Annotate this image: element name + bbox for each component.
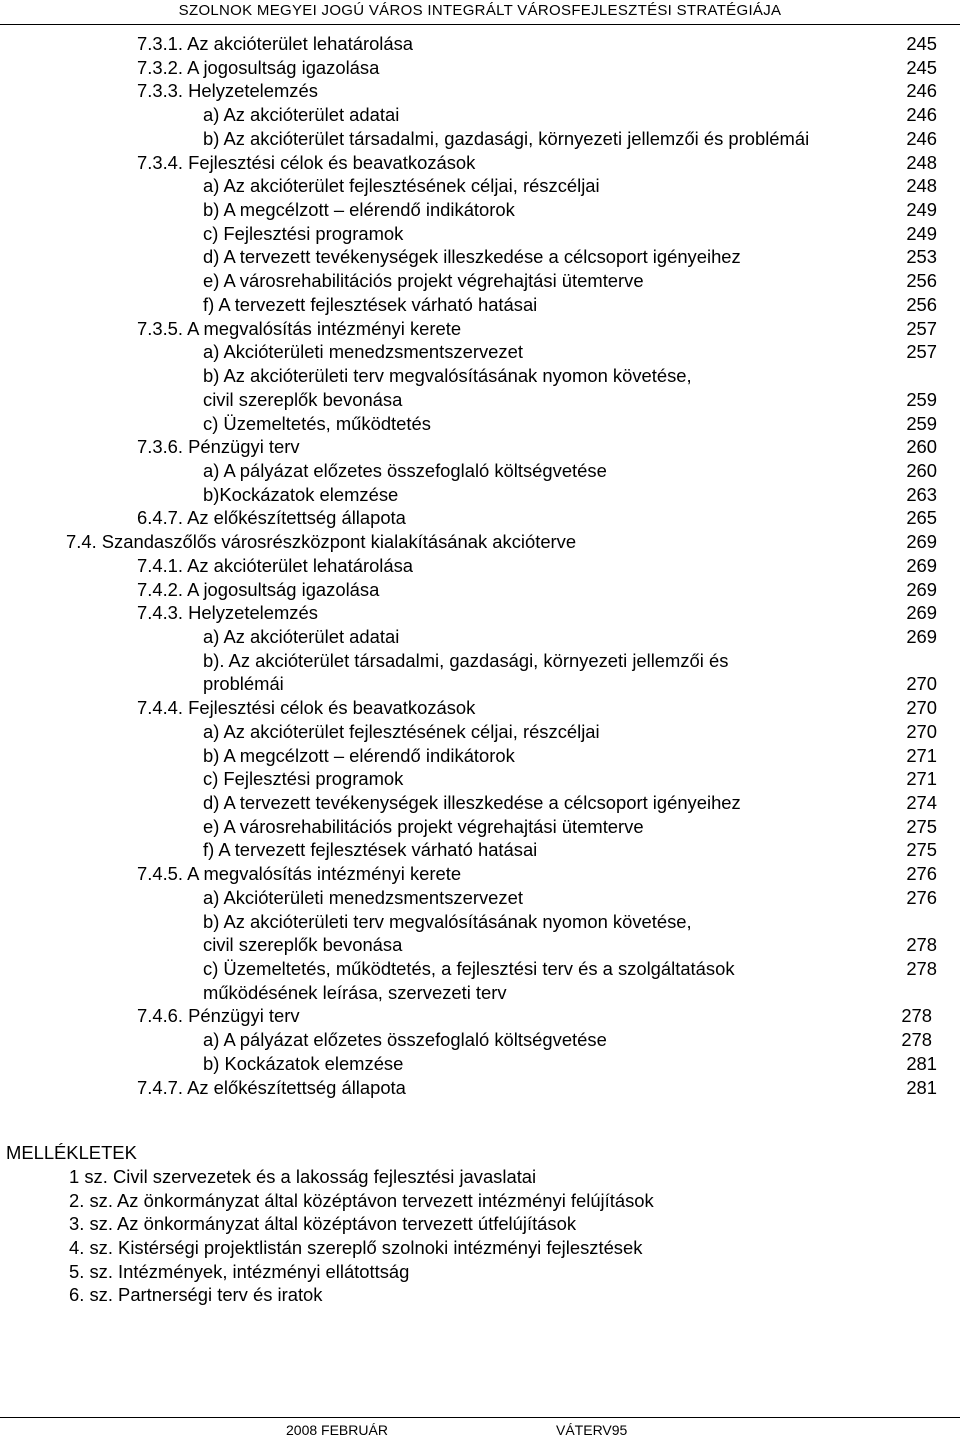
toc-entry-page: 248	[906, 175, 937, 197]
toc-entry	[0, 886, 960, 910]
toc-entry-title: b). Az akcióterület társadalmi, gazdasági, környezeti jellemzői és	[203, 649, 729, 671]
toc-entry-title: d) A tervezett tevékenységek illeszkedése a célcsoport igényeihez	[203, 792, 741, 813]
toc-entry-title: f) A tervezett fejlesztések várható hatásai	[203, 293, 538, 315]
running-header: SZOLNOK MEGYEI JOGÚ VÁROS INTEGRÁLT VÁROSFEJLESZTÉSI STRATÉGIÁJA	[178, 2, 782, 19]
toc-entry-page: 270	[906, 720, 937, 742]
toc-entry-title: civil szereplők bevonása	[203, 388, 403, 410]
toc-entry-title: a) Az akcióterület adatai	[203, 104, 400, 126]
annex-item	[0, 1283, 960, 1307]
toc-entry-page: 275	[906, 839, 937, 861]
toc-entry-page: 281	[906, 1052, 937, 1074]
toc-entry-title: 7.3.4. Fejlesztési célok és beavatkozások	[137, 151, 476, 173]
toc-entry-title: c) Üzemeltetés, működtetés, a fejlesztési terv és a szolgáltatások	[203, 958, 735, 980]
toc-entry-page: 248	[906, 151, 937, 173]
toc-entry	[0, 672, 960, 696]
toc-entry-page: 278	[906, 934, 937, 956]
annex-item	[0, 1189, 960, 1213]
toc-entry	[0, 340, 960, 364]
toc-entry-title: e) A városrehabilitációs projekt végrehajtási ütemterve	[203, 270, 644, 292]
annex-item-text: 2. sz. Az önkormányzat által középtávon tervezett intézményi felújítások	[69, 1189, 654, 1211]
toc-entry-page: 269	[906, 602, 937, 624]
toc-entry	[0, 269, 960, 293]
annex-item-text: 6. sz. Partnerségi terv és iratok	[69, 1284, 323, 1306]
toc-entry	[0, 696, 960, 720]
toc-entry	[0, 625, 960, 649]
toc-entry-page: 256	[906, 270, 937, 292]
toc-entry-page: 246	[906, 127, 937, 149]
toc-entry	[0, 720, 960, 744]
toc-entry	[0, 815, 960, 839]
annex-item-text: 3. sz. Az önkormányzat által középtávon tervezett útfelújítások	[69, 1213, 577, 1235]
toc-entry	[0, 1052, 960, 1076]
toc-entry	[0, 103, 960, 127]
annex-item-text: 4. sz. Kistérségi projektlistán szereplő szolnoki intézményi fejlesztések	[69, 1237, 643, 1259]
toc-entry-title: b) A megcélzott – elérendő indikátorok	[203, 199, 515, 221]
toc-entry	[0, 506, 960, 530]
toc-entry-page: 278	[901, 1029, 932, 1051]
toc-entry-page: 269	[906, 531, 937, 553]
header-rule	[0, 24, 960, 25]
toc-entry-title: 7.3.2. A jogosultság igazolása	[137, 56, 380, 78]
toc-entry-title: 7.4.4. Fejlesztési célok és beavatkozások	[137, 697, 476, 719]
toc-entry	[0, 862, 960, 886]
toc-entry	[0, 79, 960, 103]
toc-entry-page: 259	[906, 388, 937, 410]
toc-entry-title: b) Az akcióterületi terv megvalósításának nyomon követése,	[203, 365, 692, 387]
toc-entry	[0, 127, 960, 151]
toc-entry-title: a) A pályázat előzetes összefoglaló költségvetése	[203, 459, 607, 481]
annex-item-text: 5. sz. Intézmények, intézményi ellátottság	[69, 1260, 410, 1282]
toc-entry	[0, 554, 960, 578]
toc-entry-page: 270	[906, 697, 937, 719]
toc-entry	[0, 483, 960, 507]
toc-entry-page: 249	[906, 222, 937, 244]
toc-entry	[0, 530, 960, 554]
toc-entry-title: 7.4.6. Pénzügyi terv	[137, 1005, 300, 1027]
toc-entry-title: a) Akcióterületi menedzsmentszervezet	[203, 886, 523, 908]
toc-entry	[0, 744, 960, 768]
toc-entry	[0, 1076, 960, 1100]
toc-entry	[0, 957, 960, 981]
toc-entry-page: 276	[906, 863, 937, 885]
toc-entry-title: e) A városrehabilitációs projekt végrehajtási ütemterve	[203, 815, 644, 837]
toc-entry	[0, 1004, 960, 1028]
toc-entry	[0, 293, 960, 317]
toc-entry	[0, 838, 960, 862]
toc-entry-page: 257	[906, 317, 937, 339]
toc-entry-page: 269	[906, 625, 937, 647]
toc-entry-title: 7.4.2. A jogosultság igazolása	[137, 578, 380, 600]
toc-entry-title: 6.4.7. Az előkészítettség állapota	[137, 507, 406, 529]
toc-entry-title: a) Az akcióterület fejlesztésének céljai, részcéljai	[203, 720, 600, 742]
toc-entry-title: d) A tervezett tevékenységek illeszkedése a célcsoport igényeihez	[203, 246, 741, 268]
toc-entry	[0, 459, 960, 483]
toc-entry	[0, 601, 960, 625]
toc-entry	[0, 412, 960, 436]
toc-entry	[0, 910, 960, 934]
toc-entry-title: 7.3.5. A megvalósítás intézményi kerete	[137, 317, 462, 339]
footer-rule	[0, 1417, 960, 1418]
toc-entry-page: 245	[906, 33, 937, 54]
toc-entry-title: b) Kockázatok elemzése	[203, 1052, 404, 1074]
toc-entry-page: 253	[906, 246, 937, 268]
toc-entry-title: a) Az akcióterület fejlesztésének céljai, részcéljai	[203, 175, 600, 197]
toc-entry	[0, 578, 960, 602]
toc-entry-title: c) Fejlesztési programok	[203, 222, 404, 244]
annex-item	[0, 1236, 960, 1260]
toc-entry	[0, 435, 960, 459]
toc-entry-page: 260	[906, 436, 937, 458]
footer-author: VÁTERV95	[556, 1422, 628, 1438]
toc-entry-page: 276	[906, 886, 937, 908]
toc-entry	[0, 791, 960, 815]
toc-entry-title: 7.4.1. Az akcióterület lehatárolása	[137, 554, 414, 576]
toc-entry	[0, 174, 960, 198]
toc-entry-page: 269	[906, 578, 937, 600]
toc-entry-title: 7.3.1. Az akcióterület lehatárolása	[137, 33, 414, 54]
toc-entry	[0, 767, 960, 791]
toc-entry-title: problémái	[203, 673, 284, 695]
toc-entry-page: 246	[906, 80, 937, 102]
toc-entry	[0, 1028, 960, 1052]
toc-entry-page: 249	[906, 199, 937, 221]
annex-item	[0, 1212, 960, 1236]
toc-entry	[0, 222, 960, 246]
toc-entry-page: 259	[906, 412, 937, 434]
annex-list	[0, 1165, 960, 1307]
toc-entry-page: 281	[906, 1076, 937, 1098]
toc-entry	[0, 317, 960, 341]
toc-entry-title: a) Akcióterületi menedzsmentszervezet	[203, 341, 523, 363]
annex-item-text: 1 sz. Civil szervezetek és a lakosság fejlesztési javaslatai	[69, 1166, 537, 1187]
toc-entry-title: 7.3.3. Helyzetelemzés	[137, 80, 318, 102]
toc-entry-title: b) A megcélzott – elérendő indikátorok	[203, 744, 515, 766]
toc-entry	[0, 32, 960, 56]
toc-entry-title: 7.4.5. A megvalósítás intézményi kerete	[137, 863, 462, 885]
toc-entry	[0, 245, 960, 269]
toc-entry-page: 245	[906, 56, 937, 78]
toc-entry-page: 275	[906, 815, 937, 837]
toc-entry-title: 7.4. Szandaszőlős városrészközpont kialakításának akcióterve	[66, 531, 577, 553]
toc-entry-title: a) Az akcióterület adatai	[203, 625, 400, 647]
toc-entry-page: 260	[906, 459, 937, 481]
annex-item	[0, 1260, 960, 1284]
toc-entry-page: 270	[906, 673, 937, 695]
annex-title: MELLÉKLETEK	[6, 1142, 137, 1163]
toc-entry-page: 274	[906, 792, 937, 813]
toc-entry	[0, 981, 960, 1005]
toc-entry-page: 246	[906, 104, 937, 126]
toc-entry-title: 7.4.3. Helyzetelemzés	[137, 602, 318, 624]
footer-date: 2008 FEBRUÁR	[286, 1422, 388, 1438]
toc-entry-title: f) A tervezett fejlesztések várható hatásai	[203, 839, 538, 861]
toc-entry-page: 271	[906, 744, 937, 766]
toc-entry	[0, 198, 960, 222]
toc-entry	[0, 364, 960, 388]
table-of-contents	[0, 32, 960, 1099]
toc-entry-title: a) A pályázat előzetes összefoglaló költségvetése	[203, 1029, 607, 1051]
toc-entry	[0, 151, 960, 175]
toc-entry-title: 7.3.6. Pénzügyi terv	[137, 436, 300, 458]
toc-entry-title: civil szereplők bevonása	[203, 934, 403, 956]
toc-entry-title: b) Az akcióterület társadalmi, gazdasági, környezeti jellemzői és problémái	[203, 127, 810, 149]
toc-entry-page: 278	[901, 1005, 932, 1027]
toc-entry-page: 257	[906, 341, 937, 363]
toc-entry	[0, 388, 960, 412]
toc-entry-page: 271	[906, 768, 937, 790]
toc-entry-title: c) Üzemeltetés, működtetés	[203, 412, 431, 434]
toc-entry-title: b) Az akcióterületi terv megvalósításának nyomon követése,	[203, 910, 692, 932]
toc-entry-title: b)Kockázatok elemzése	[203, 483, 399, 505]
annex-item	[0, 1165, 960, 1189]
toc-entry-title: működésének leírása, szervezeti terv	[203, 981, 507, 1003]
toc-entry-title: 7.4.7. Az előkészítettség állapota	[137, 1076, 406, 1098]
toc-entry-page: 263	[906, 483, 937, 505]
toc-entry-page: 256	[906, 293, 937, 315]
toc-entry-page: 265	[906, 507, 937, 529]
toc-entry-page: 269	[906, 554, 937, 576]
toc-entry	[0, 933, 960, 957]
toc-entry	[0, 56, 960, 80]
toc-entry	[0, 649, 960, 673]
toc-entry-title: c) Fejlesztési programok	[203, 768, 404, 790]
toc-entry-page: 278	[906, 958, 937, 980]
